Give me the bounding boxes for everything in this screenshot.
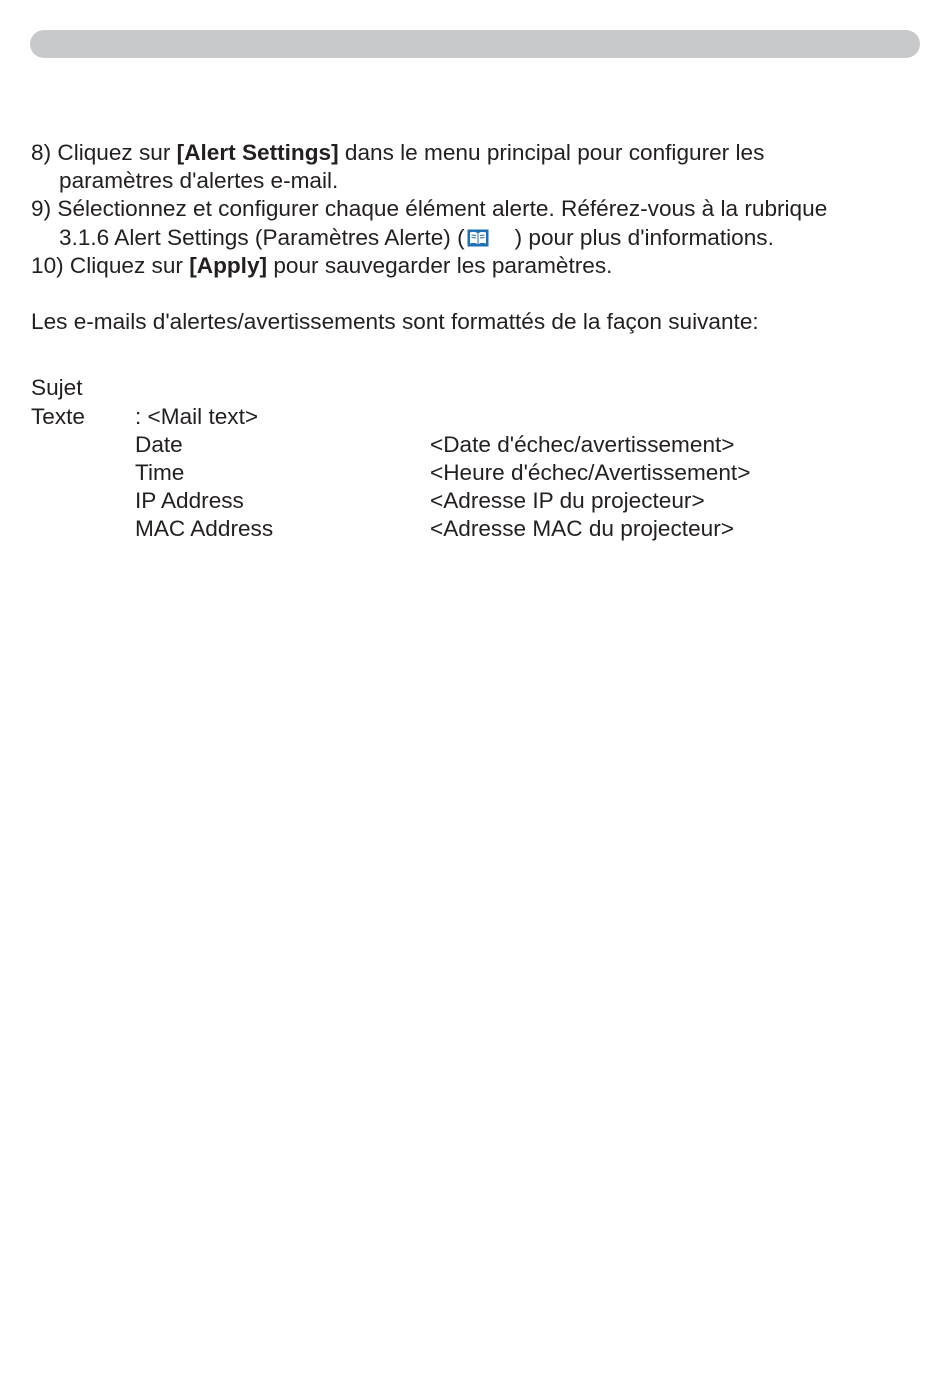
header-bar xyxy=(30,30,920,58)
step-number: 10) xyxy=(31,252,64,278)
text-label: Texte xyxy=(31,403,86,429)
step-9-continuation xyxy=(31,224,911,252)
step-text: dans le menu principal pour configurer les xyxy=(338,140,765,165)
field-name: Time xyxy=(135,459,185,485)
mail-field-row xyxy=(31,459,911,487)
alert-settings-label: [Alert Settings] xyxy=(176,140,339,165)
intro-paragraph: Les e-mails d'alertes/avertissements sont formattés de la façon suivante: xyxy=(31,309,759,335)
field-name: Date xyxy=(135,431,183,457)
field-name: IP Address xyxy=(135,488,244,514)
page-content xyxy=(31,139,911,544)
field-value: <Date d'échec/avertissement> xyxy=(430,431,735,457)
step-text: ) pour plus d'informations. xyxy=(514,224,774,250)
step-number: 9) xyxy=(31,196,52,222)
step-10 xyxy=(31,252,911,280)
mail-text-row xyxy=(31,403,911,431)
step-8 xyxy=(31,139,911,167)
step-reference: 3.1.6 Alert Settings (Paramètres Alerte) ( xyxy=(59,224,465,250)
mail-field-row xyxy=(31,487,911,515)
step-text: Sélectionnez et configurer chaque élément alerte. Référez-vous à la rubrique xyxy=(51,196,828,222)
field-value: <Adresse MAC du projecteur> xyxy=(430,516,734,542)
step-8-continuation: paramètres d'alertes e-mail. xyxy=(59,168,339,194)
step-text: Cliquez sur xyxy=(51,140,177,165)
subject-label: Sujet xyxy=(31,375,83,401)
apply-label: [Apply] xyxy=(189,252,268,278)
text-value: : <Mail text> xyxy=(135,403,259,429)
field-name: MAC Address xyxy=(135,516,274,542)
mail-field-row xyxy=(31,431,911,459)
step-number: 8) xyxy=(31,140,52,165)
step-text: pour sauvegarder les paramètres. xyxy=(267,252,613,278)
field-value: <Heure d'échec/Avertissement> xyxy=(430,459,751,485)
mail-field-row xyxy=(31,515,911,543)
field-value: <Adresse IP du projecteur> xyxy=(430,488,705,514)
step-9 xyxy=(31,195,911,223)
book-icon xyxy=(467,229,489,247)
step-text: Cliquez sur xyxy=(63,252,190,278)
mail-subject-row xyxy=(31,374,911,402)
